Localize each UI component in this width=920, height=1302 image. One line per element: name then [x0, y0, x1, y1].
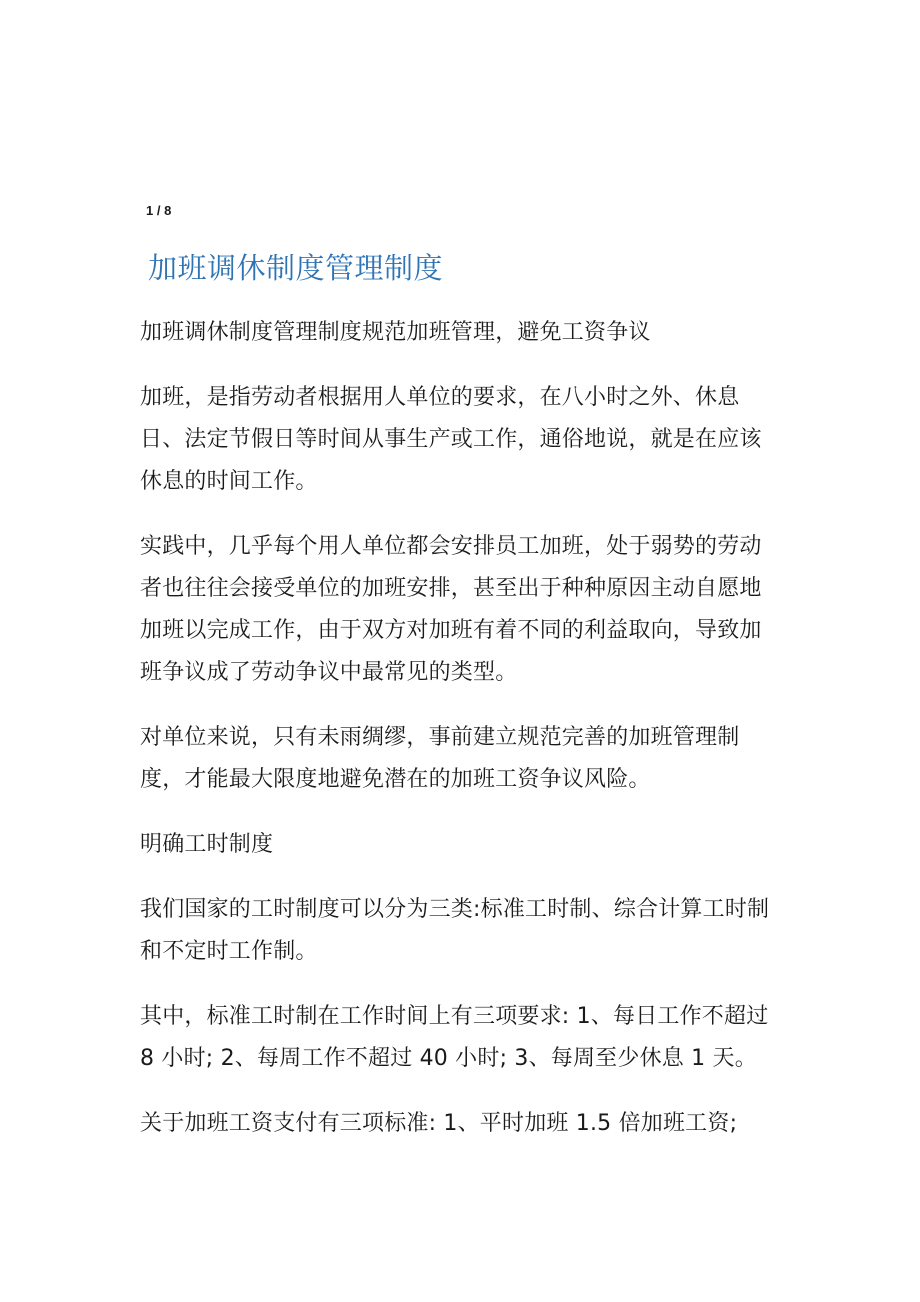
paragraph-subtitle: 加班调休制度管理制度规范加班管理，避免工资争议 [140, 320, 651, 345]
paragraph-standard-hours: 其中，标准工时制在工作时间上有三项要求: 1、每日工作不超过 8 小时; 2、每周工作不超过 40 小时; 3、每周至少休息 1 天。 [140, 1004, 769, 1071]
paragraph-overtime-pay: 关于加班工资支付有三项标准: 1、平时加班 1.5 倍加班工资; [140, 1111, 738, 1136]
paragraph-employer-advice: 对单位来说，只有未雨绸缪，事前建立规范完善的加班管理制度，才能最大限度地避免潜在的加班工资争议风险。 [140, 725, 740, 792]
section-heading-work-hours: 明确工时制度 [140, 832, 274, 857]
page-number: 1 / 8 [146, 203, 172, 218]
paragraph-practice: 实践中，几乎每个用人单位都会安排员工加班，处于弱势的劳动者也往往会接受单位的加班安排，甚至出于种种原因主动自愿地加班以完成工作，由于双方对加班有着不同的利益取向，导致加班争议成了劳动争议中最常见的类型。 [140, 534, 762, 685]
paragraph-overtime-definition: 加班，是指劳动者根据用人单位的要求，在八小时之外、休息日、法定节假日等时间从事生产或工作，通俗地说，就是在应该休息的时间工作。 [140, 385, 762, 494]
document-title: 加班调休制度管理制度 [148, 251, 444, 285]
paragraph-work-hour-types: 我们国家的工时制度可以分为三类:标准工时制、综合计算工时制和不定时工作制。 [140, 897, 770, 964]
document-body [140, 312, 780, 1168]
